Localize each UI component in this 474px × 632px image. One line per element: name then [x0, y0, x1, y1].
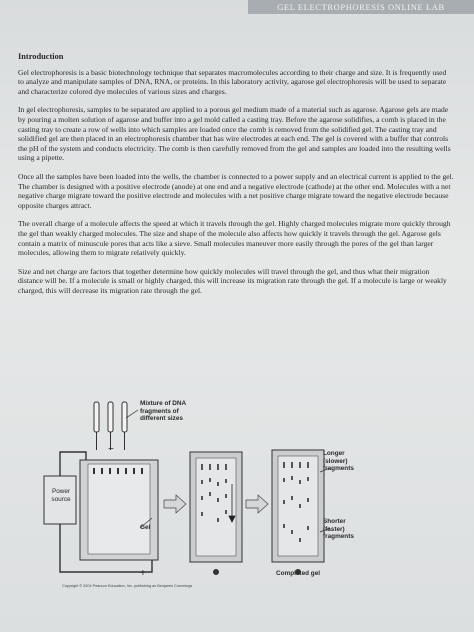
completed-gel-label: Completed gel	[276, 570, 321, 577]
minus-symbol: −	[108, 444, 114, 455]
longer-fragments-label: Longer (slower) fragments	[323, 450, 354, 473]
completed-gel	[272, 450, 324, 562]
plus-symbol: +	[140, 568, 146, 579]
paragraph-electrodes: Once all the samples have been loaded into the wells, the chamber is connected to a power supply and an electrical current is applied to the gel. The chamber is designed with a positive electrode (anode) at one end and a negative electrode (cathode) at the other end. Molecules with a net negative charge migrate toward the positive electrode and molecules with a net positive charge migrate toward the negative electrode because opposite charges attract.	[18, 171, 454, 210]
arrow-right-2	[246, 495, 268, 513]
shorter-fragments-label: Shorter (faster) fragments	[323, 518, 354, 541]
mixture-pointer	[126, 410, 138, 418]
paragraph-migration: Size and net charge are factors that together determine how quickly molecules will travel through the gel, and thus what their migration distance will be. If a molecule is small or highly charged, this will increase its migration rate through the gel. If a molecule is large or weakly charged, this will decrease its migration rate through the gel.	[18, 266, 447, 295]
mixture-label: Mixture of DNA fragments of different sizes	[140, 400, 186, 423]
copyright-note: Copyright © 2004 Pearson Education, Inc. publishing as Benjamin Cummings	[62, 584, 193, 588]
pipettes	[94, 402, 127, 450]
paragraph-charge-size: The overall charge of a molecule affects the speed at which it travels through the gel. Highly charged molecules migrate more quickly through the gel than weakly charged molecules. The size and shape of the molecule also affects how quickly it travels through the gel. Agarose gels contain a matrix of minuscule pores that acts like a sieve. Small molecules maneuver more easily through the pores of the gel than larger molecules, allowing them to migrate relatively quickly.	[18, 219, 451, 258]
arrow-right-1	[164, 495, 186, 513]
paragraph-gel-setup: In gel electrophoresis, samples to be separated are applied to a porous gel medium made of a material such as agarose. Agarose gels are made by pouring a molten solution of agarose and buffer into a gel mold called a casting tray. Before the agarose solidifies, a comb is placed in the casting tray to create a row of wells into which samples are loaded once the comb is removed from the solidified gel. The casting tray and solidified gel are then placed in an electrophoresis chamber that has wire electrodes at each end. The gel is covered with a buffer that controls the pH of the system and conducts electricity. The comb is then carefully removed from the gel and samples are loaded into the resulting wells using a pipette.	[18, 105, 451, 163]
gel-chamber	[80, 460, 158, 560]
running-gel	[190, 452, 242, 562]
diagram-drawing	[40, 400, 340, 610]
power-source-label: Power source	[51, 488, 71, 503]
paragraph-intro: Gel electrophoresis is a basic biotechnology technique that separates macromolecules according to their charge and size. It is frequently used to analyze and manipulate samples of DNA, RNA, or proteins. In this laboratory activity, agarose gel electrophoresis will be used to separate and characterize colored dye molecules of various sizes and charges.	[18, 67, 447, 96]
section-heading: Introduction	[18, 52, 64, 61]
body-text	[18, 52, 454, 304]
page-banner: GEL ELECTROPHORESIS ONLINE LAB	[248, 0, 474, 14]
electrophoresis-diagram	[40, 400, 354, 610]
gel-label: Gel	[140, 524, 151, 531]
electrode-dot-middle	[213, 569, 219, 575]
